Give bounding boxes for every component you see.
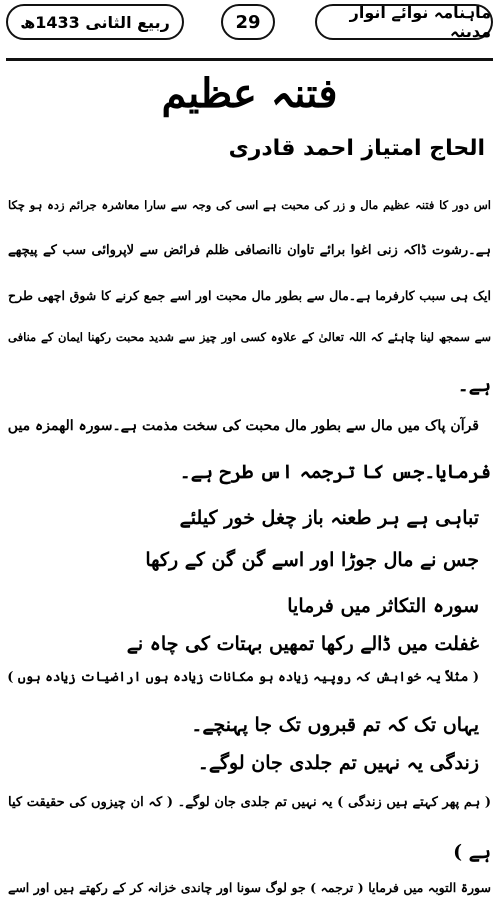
text-line: سورۃ التوبہ میں فرمایا ( ترجمہ ) جو لوگ سونا اور چاندی خزانہ کر کے رکھتے ہیں اور اسے (8, 880, 491, 895)
verse-line: تباہی ہے ہر طعنہ باز چغل خور کیلئے (179, 507, 479, 529)
article-title: فتنہ عظیم (161, 70, 338, 117)
verse-line: زندگی یہ نہیں تم جلدی جان لوگے۔ (197, 752, 479, 774)
text-line: سے سمجھ لینا چاہئے کہ اللہ تعالیٰ کے علاوہ کسی اور چیز سے شدید محبت رکھنا ایمان کے منافی (8, 330, 491, 344)
verse-line: یہاں تک کہ تم قبروں تک جا پہنچے۔ (191, 714, 479, 736)
text-line: ایک ہی سبب کارفرما ہے۔مال سے بطور مال محبت اور اسے جمع کرنے کا شوق اچھی طرح (8, 288, 491, 303)
issue-date: ربیع الثانی 1433ھ (6, 4, 184, 40)
magazine-name: ماہنامہ نوائے انوار مدینہ (315, 4, 493, 40)
text-line: اس دور کا فتنہ عظیم مال و زر کی محبت ہے اسی کی وجہ سے سارا معاشرہ جرائم زدہ ہو چکا (8, 198, 491, 212)
verse-line: غفلت میں ڈالے رکھا تمھیں بہتات کی چاہ نے (126, 633, 479, 655)
verse-note: ( مثلاً یہ خواہش کہ روپیہ زیادہ ہو مکانات زیادہ ہوں اراضیات زیادہ ہوں ) (7, 670, 479, 685)
text-line: فرمایا۔جس کا ترجمہ اس طرح ہے۔ (179, 461, 491, 483)
surah-heading: سورہ التکاثر میں فرمایا (287, 595, 479, 617)
header-divider (6, 58, 493, 61)
text-line: ( ہم پھر کہتے ہیں زندگی ) یہ نہیں تم جلدی جان لوگے۔ ( کہ ان چیزوں کی حقیقت کیا (8, 795, 491, 810)
text-line: ہے۔رشوت ڈاکہ زنی اغوا برائے تاوان ناانصافی ظلم فرائض سے لاپروائی سب کے پیچھے (8, 243, 491, 258)
article-author: الحاج امتیاز احمد قادری (228, 136, 485, 161)
text-line: قرآن پاک میں مال سے بطور مال محبت کی سخت مذمت ہے۔سورہ الھمزہ میں (7, 418, 479, 434)
verse-line: جس نے مال جوڑا اور اسے گن گن کے رکھا (145, 549, 479, 571)
page-number: 29 (221, 4, 275, 40)
text-line: ہے ) (453, 841, 491, 863)
text-line: ہے۔ (457, 374, 491, 396)
